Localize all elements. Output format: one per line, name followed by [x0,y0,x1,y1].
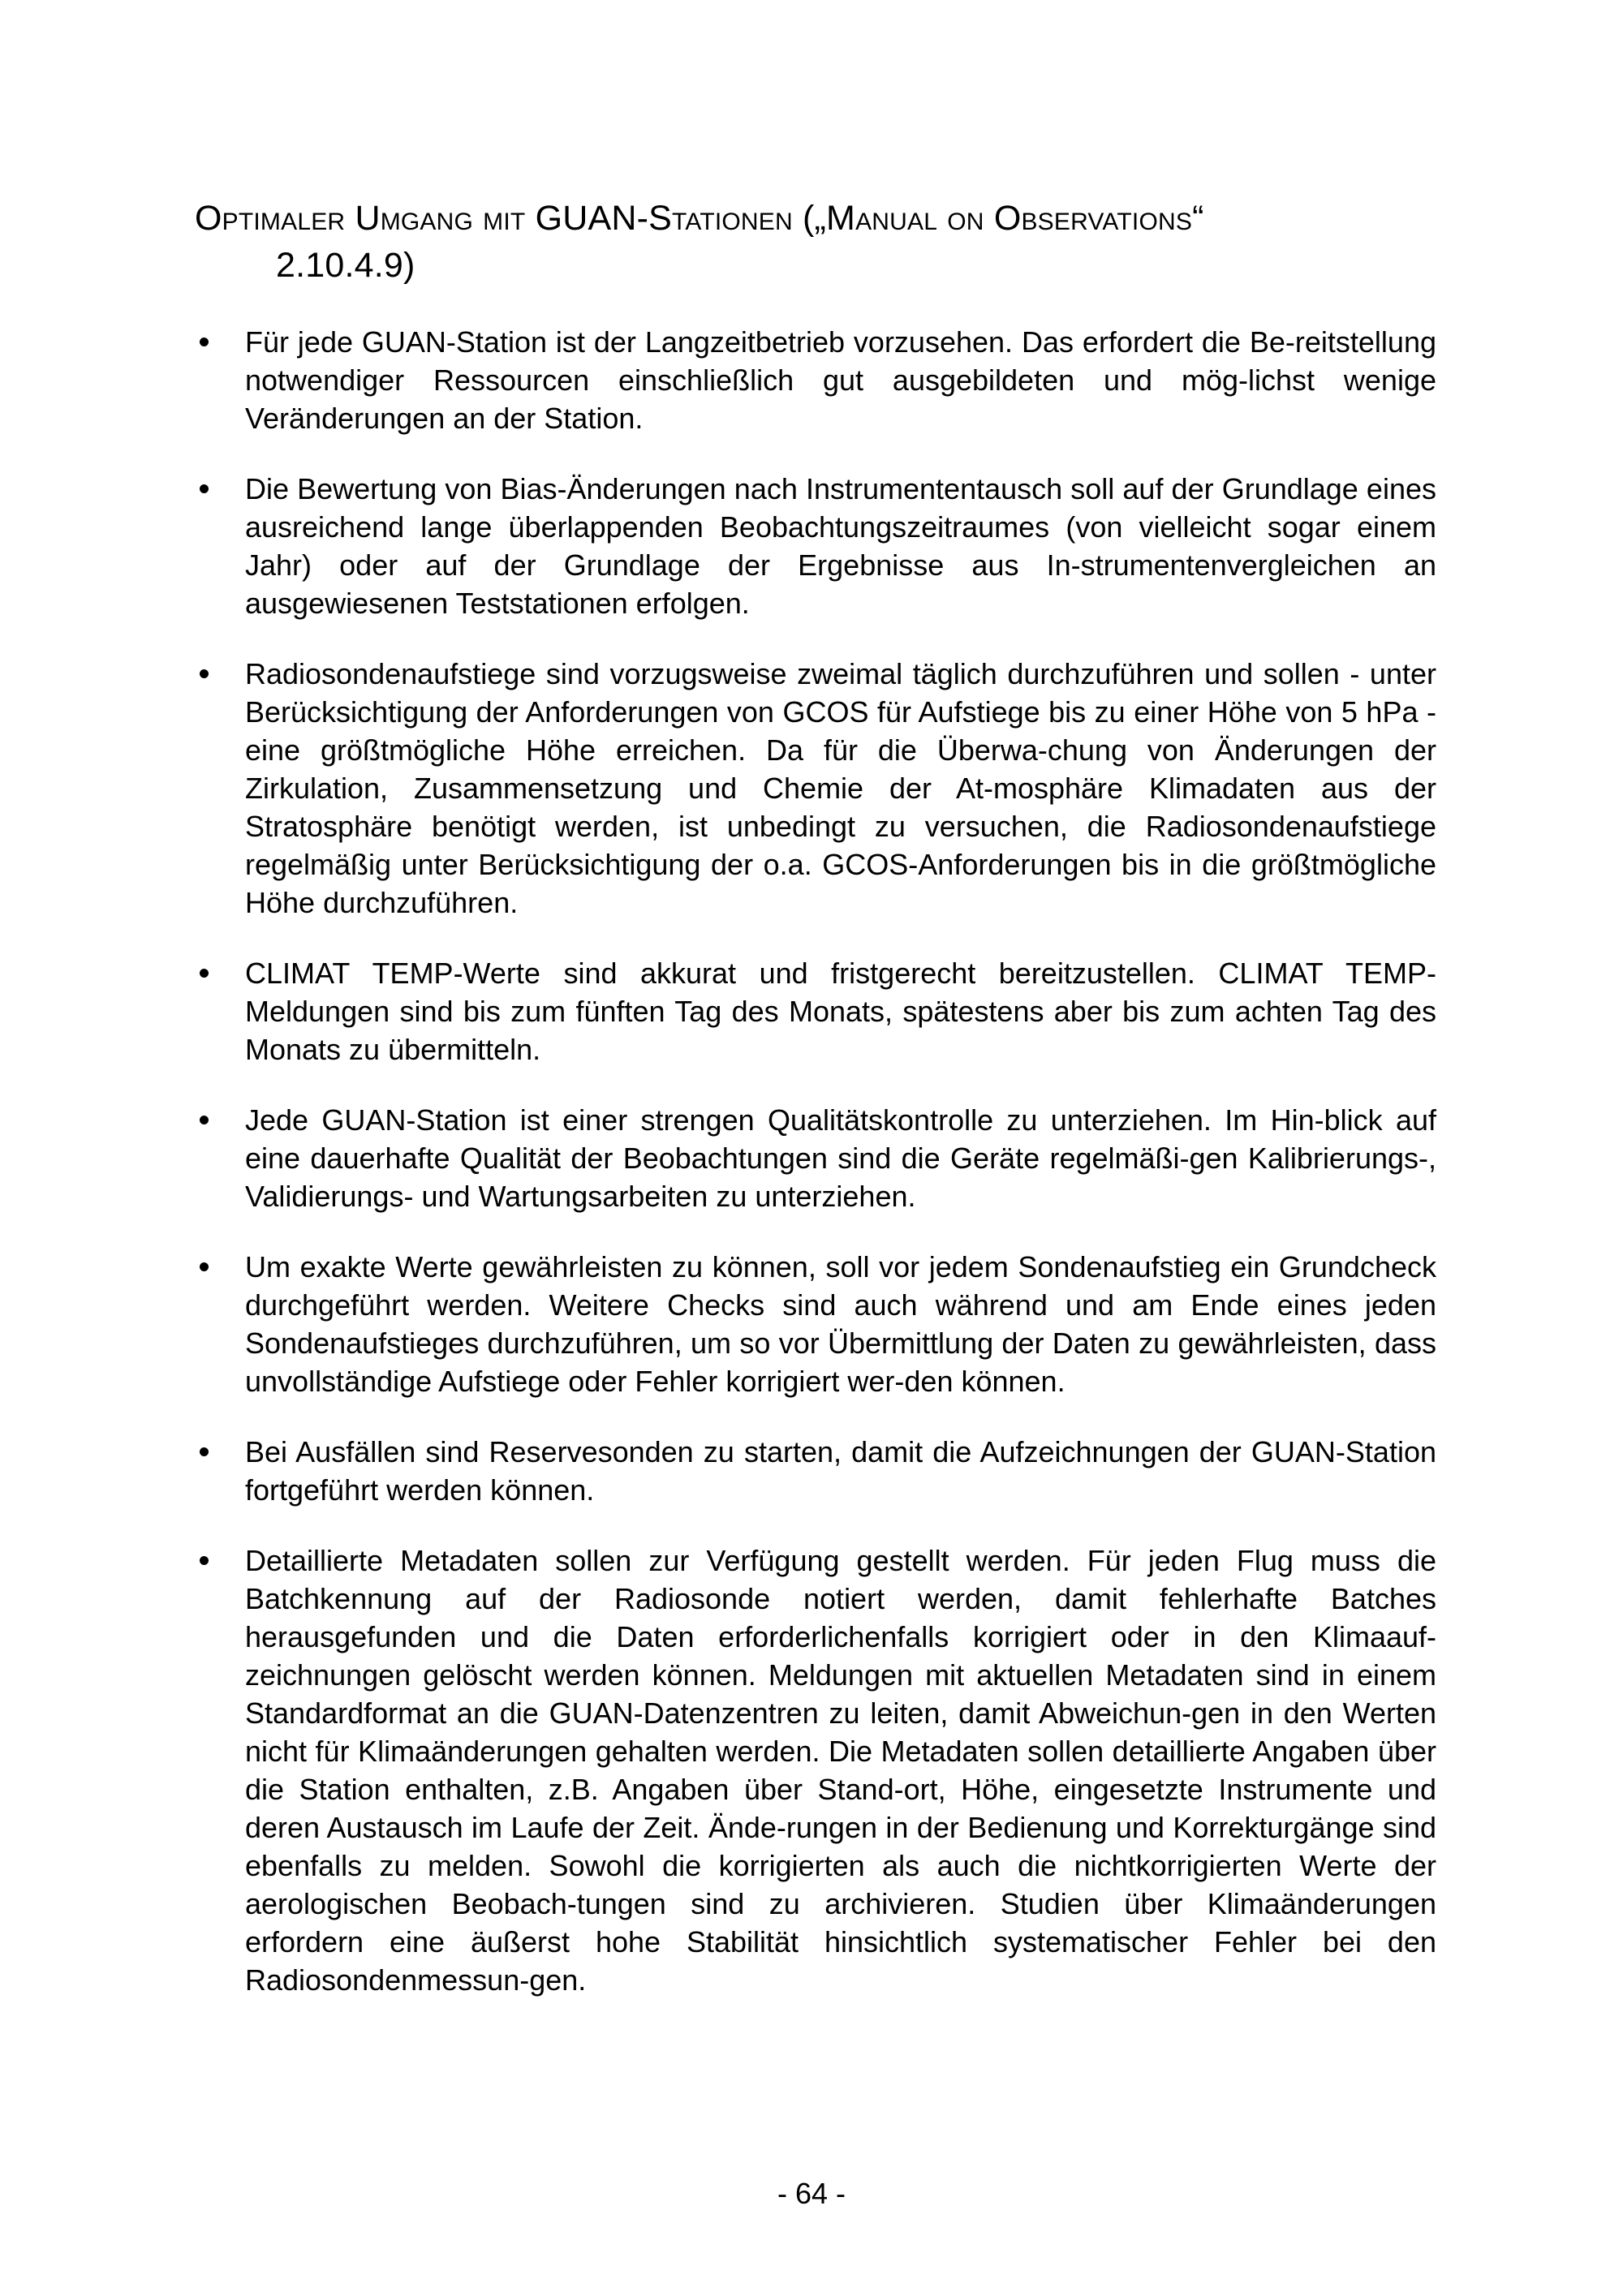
bullet-item [195,1248,1436,1400]
heading-part: GUAN-S [535,199,673,238]
bullet-icon [200,1447,209,1456]
bullet-text: Detaillierte Metadaten sollen zur Verfügung gestellt werden. Für jeden Flug muss die Batchkennung auf der Radiosonde notiert werden, damit fehlerhafte Batches herausgefunden und die Daten erforderlichenfalls korrigiert oder in den Klimaauf-zeichnungen gelöscht werden können. Meldungen mit aktuellen Metadaten sind in einem Standardformat an die GUAN-Datenzentren zu leiten, damit Abweichun-gen in den Werten nicht für Klimaänderungen gehalten werden. Die Metadaten sollen detaillierte Angaben über die Station enthalten, z.B. Angaben über Stand-ort, Höhe, eingesetzte Instrumente und deren Austausch im Laufe der Zeit. Ände-rungen in der Bedienung und Korrekturgänge sind ebenfalls zu melden. Sowohl die korrigierten als auch die nichtkorrigierten Werte der aerologischen Beobach-tungen sind zu archivieren. Studien über Klimaänderungen erfordern eine äußerst hohe Stabilität hinsichtlich systematischer Fehler bei den Radiosondenmessun-gen. [245,1544,1436,1997]
bullet-icon [200,1262,209,1271]
bullet-text: Jede GUAN-Station ist einer strengen Qualitätskontrolle zu unterziehen. Im Hin-blick auf eine dauerhafte Qualität der Beobachtungen sind die Geräte regelmäßi-gen Kalibrierungs-, Validierungs- und Wartungsarbeiten zu unterziehen. [245,1103,1436,1213]
bullet-icon [200,969,209,978]
heading-part: O [195,199,222,238]
bullet-text: Für jede GUAN-Station ist der Langzeitbetrieb vorzusehen. Das erfordert die Be-reitstellung notwendiger Ressourcen einschließlich gut ausgebildeten und mög-lichst wenige Veränderungen an der Station. [245,325,1436,435]
bullet-item [195,323,1436,437]
bullet-icon [200,1556,209,1565]
bullet-item [195,1433,1436,1509]
bullet-item [195,1541,1436,1999]
bullet-text: Radiosondenaufstiege sind vorzugsweise zweimal täglich durchzuführen und sollen - unter Berücksichtigung der Anforderungen von GCOS für Aufstiege bis zu einer Höhe von 5 hPa - eine größtmögliche Höhe erreichen. Da für die Überwa-chung von Änderungen der Zirkulation, Zusammensetzung und Chemie der At-mosphäre Klimadaten aus der Stratosphäre benötigt werden, ist unbedingt zu versuchen, die Radiosondenaufstiege regelmäßig unter Berücksichtigung der o.a. GCOS-Anforderungen bis in die größtmögliche Höhe durchzuführen. [245,657,1436,919]
heading-part: („M [792,199,856,238]
bullet-item [195,1101,1436,1215]
bullet-icon [200,338,209,346]
bullet-text: Bei Ausfällen sind Reservesonden zu starten, damit die Aufzeichnungen der GUAN-Station fortgeführt werden können. [245,1435,1436,1507]
bullet-text: CLIMAT TEMP-Werte sind akkurat und fristgerecht bereitzustellen. CLIMAT TEMP-Meldungen sind bis zum fünften Tag des Monats, spätestens aber bis zum achten Tag des Monats zu übermitteln. [245,957,1436,1066]
bullet-list [195,323,1436,2032]
page-number: - 64 - [777,2177,846,2210]
heading-part: bservations [1021,199,1193,238]
bullet-item [195,954,1436,1068]
heading-part: anual on [855,199,994,238]
heading-part: O [993,199,1022,238]
bullet-text: Um exakte Werte gewährleisten zu können, soll vor jedem Sondenaufstieg ein Grundcheck durchgeführt werden. Weitere Checks sind auch während und am Ende eines jeden Sondenaufstieges durchzuführen, um so vor Übermittlung der Daten zu gewährleisten, dass unvollständige Aufstiege oder Fehler korrigiert wer-den können. [245,1250,1436,1398]
bullet-icon [200,484,209,493]
section-heading [195,195,1461,289]
bullet-text: Die Bewertung von Bias-Änderungen nach Instrumententausch soll auf der Grundlage eines ausreichend lange überlappenden Beobachtungszeitraumes (von vielleicht sogar einem Jahr) oder auf der Grundlage der Ergebnisse aus In-strumentenvergleichen an ausgewiesenen Teststationen erfolgen. [245,472,1436,620]
bullet-item [195,655,1436,922]
heading-part: U [355,199,381,238]
bullet-item [195,470,1436,622]
heading-part: “ [1192,199,1204,238]
heading-part: tationen [672,199,793,238]
heading-part: mgang mit [380,199,536,238]
bullet-icon [200,1116,209,1124]
bullet-icon [200,669,209,678]
heading-reference: 2.10.4.9) [276,246,415,285]
heading-part: ptimaler [222,199,355,238]
